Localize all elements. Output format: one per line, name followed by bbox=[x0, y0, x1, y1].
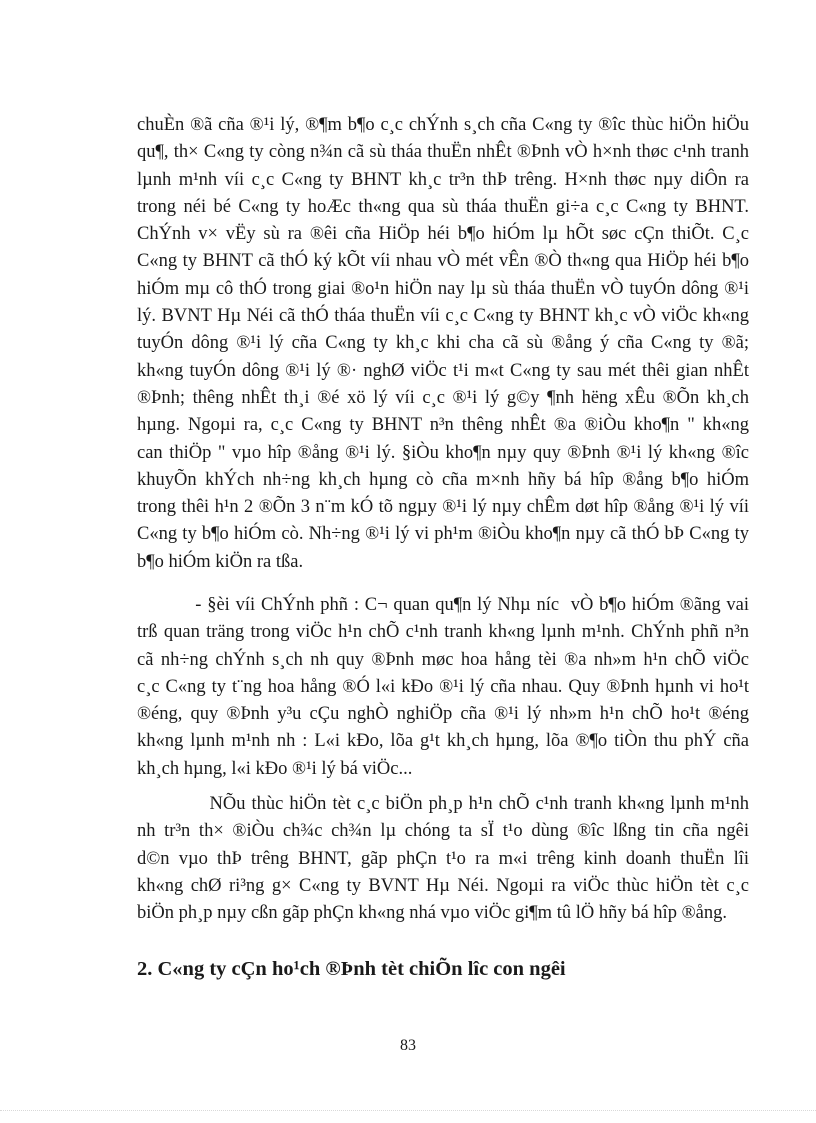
text-line: c¸c C«ng ty t¨ng hoa hång ®Ó l«i kÐo ®¹i lý cña nhau. Quy ®Þnh hµnh vi ho¹t bbox=[137, 676, 749, 697]
text-line: chuÈn ®ã cña ®¹i lý, ®¶m b¶o c¸c chÝnh s¸ch cña C«ng ty ®îc thùc hiÖn hiÖu bbox=[137, 115, 749, 135]
text-line: trong thêi h¹n 2 ®Õn 3 n¨m kÓ tõ ngµy ®¹i lý nµy chÊm døt hîp ®ång ®¹i lý víi bbox=[137, 497, 749, 518]
text-line: kh¸ch hµng, l«i kÐo ®¹i lý bá viÖc... bbox=[137, 758, 413, 779]
text-line: cã nh÷ng chÝnh s¸ch nh quy ®Þnh møc hoa hång tèi ®a nh»m h¹n chÕ viÖc bbox=[137, 649, 749, 670]
text-line: ChÝnh v× vËy sù ra ®êi cña HiÖp héi b¶o hiÓm lµ hÕt søc cÇn thiÕt. C¸c bbox=[137, 224, 749, 245]
footer-divider bbox=[0, 1110, 816, 1111]
page-number: 83 bbox=[400, 1037, 416, 1054]
text-line: - §èi víi ChÝnh phñ : C¬ quan qu¶n lý Nhµ níc vÒ b¶o hiÓm ®ãng vai bbox=[137, 595, 749, 615]
text-line: b¶o hiÓm kiÖn ra tßa. bbox=[137, 551, 304, 572]
text-line: lý. BVNT Hµ Néi cã thÓ tháa thuËn víi c¸c C«ng ty BHNT kh¸c vÒ viÖc kh«ng bbox=[137, 306, 749, 327]
text-line: trong néi bé C«ng ty hoÆc th«ng qua sù tháa thuËn gi÷a c¸c C«ng ty BHNT. bbox=[137, 196, 749, 217]
section-heading: 2. C«ng ty cÇn ho¹ch ®Þnh tèt chiÕn lîc con ngêi bbox=[137, 958, 566, 980]
text-line: d©n vµo thÞ trêng BHNT, gãp phÇn t¹o ra m«i trêng kinh doanh thuËn lîi bbox=[137, 848, 749, 869]
text-line: kh«ng lµnh m¹nh nh : L«i kÐo, lõa g¹t kh¸ch hµng, lõa ®¶o tiÒn thu phÝ cña bbox=[137, 731, 749, 752]
text-line: NÕu thùc hiÖn tèt c¸c biÖn ph¸p h¹n chÕ c¹nh tranh kh«ng lµnh m¹nh bbox=[137, 794, 749, 814]
text-line: kh«ng tuyÓn dông ®¹i lý ®· nghØ viÖc t¹i m«t C«ng ty sau mét thêi gian nhÊt bbox=[137, 360, 749, 381]
text-line: khuyÕn khÝch nh÷ng kh¸ch hµng cò cña m×nh hñy bá hîp ®ång b¶o hiÓm bbox=[137, 469, 749, 490]
text-line: hiÓm mµ cô thÓ trong giai ®o¹n hiÖn nay lµ sù tháa thuËn vÒ tuyÓn dông ®¹i bbox=[137, 278, 749, 299]
text-line: C«ng ty BHNT cã thÓ ký kÕt víi nhau vÒ mét vÊn ®Ò th«ng qua HiÖp héi b¶o bbox=[137, 251, 749, 272]
text-line: C«ng ty b¶o hiÓm cò. Nh÷ng ®¹i lý vi ph¹m ®iÒu kho¶n nµy cã thÓ bÞ C«ng ty bbox=[137, 524, 749, 545]
text-line: nh tr³n th× ®iÒu ch¾c ch¾n lµ chóng ta sÏ t¹o dùng ®îc lßng tin cña ngêi bbox=[137, 821, 749, 842]
text-line: biÖn ph¸p nµy cßn gãp phÇn kh«ng nhá vµo viÖc gi¶m tû lÖ hñy bá hîp ®ång. bbox=[137, 903, 727, 924]
paragraph-government-role bbox=[137, 592, 749, 783]
paragraph-agent-agreements bbox=[137, 112, 749, 576]
text-line: ®éng, quy ®Þnh y³u cÇu nghÒ nghiÖp cña ®¹i lý nh»m h¹n chÕ ho¹t ®éng bbox=[137, 704, 749, 725]
text-line: can thiÖp " vµo hîp ®ång ®¹i lý. §iÒu kho¶n nµy quy ®Þnh ®¹i lý kh«ng ®îc bbox=[137, 442, 749, 463]
text-line: ®Þnh; thêng nhÊt th¸i ®é xö lý víi c¸c ®¹i lý g©y ¶nh hëng xÊu ®Õn kh¸ch bbox=[137, 387, 749, 408]
paragraph-conclusion bbox=[137, 791, 749, 927]
text-line: qu¶, th× C«ng ty còng n¾n cã sù tháa thuËn nhÊt ®Þnh vÒ h×nh thøc c¹nh tranh bbox=[137, 142, 749, 163]
text-line: kh«ng chØ ri³ng g× C«ng ty BVNT Hµ Néi. Ngoµi ra viÖc thùc hiÖn tèt c¸c bbox=[137, 875, 749, 896]
text-line: tuyÓn dông ®¹i lý cña C«ng ty kh¸c khi cha cã sù ®ång ý cña C«ng ty ®ã; bbox=[137, 333, 749, 354]
text-line: trß quan träng trong viÖc h¹n chÕ c¹nh tranh kh«ng lµnh m¹nh. ChÝnh phñ n³n bbox=[137, 622, 749, 643]
text-line: hµng. Ngoµi ra, c¸c C«ng ty BHNT n³n thêng nhÊt ®a ®iÒu kho¶n " kh«ng bbox=[137, 415, 749, 436]
text-line: lµnh m¹nh víi c¸c C«ng ty BHNT kh¸c tr³n thÞ trêng. H×nh thøc nµy diÔn ra bbox=[137, 169, 749, 190]
